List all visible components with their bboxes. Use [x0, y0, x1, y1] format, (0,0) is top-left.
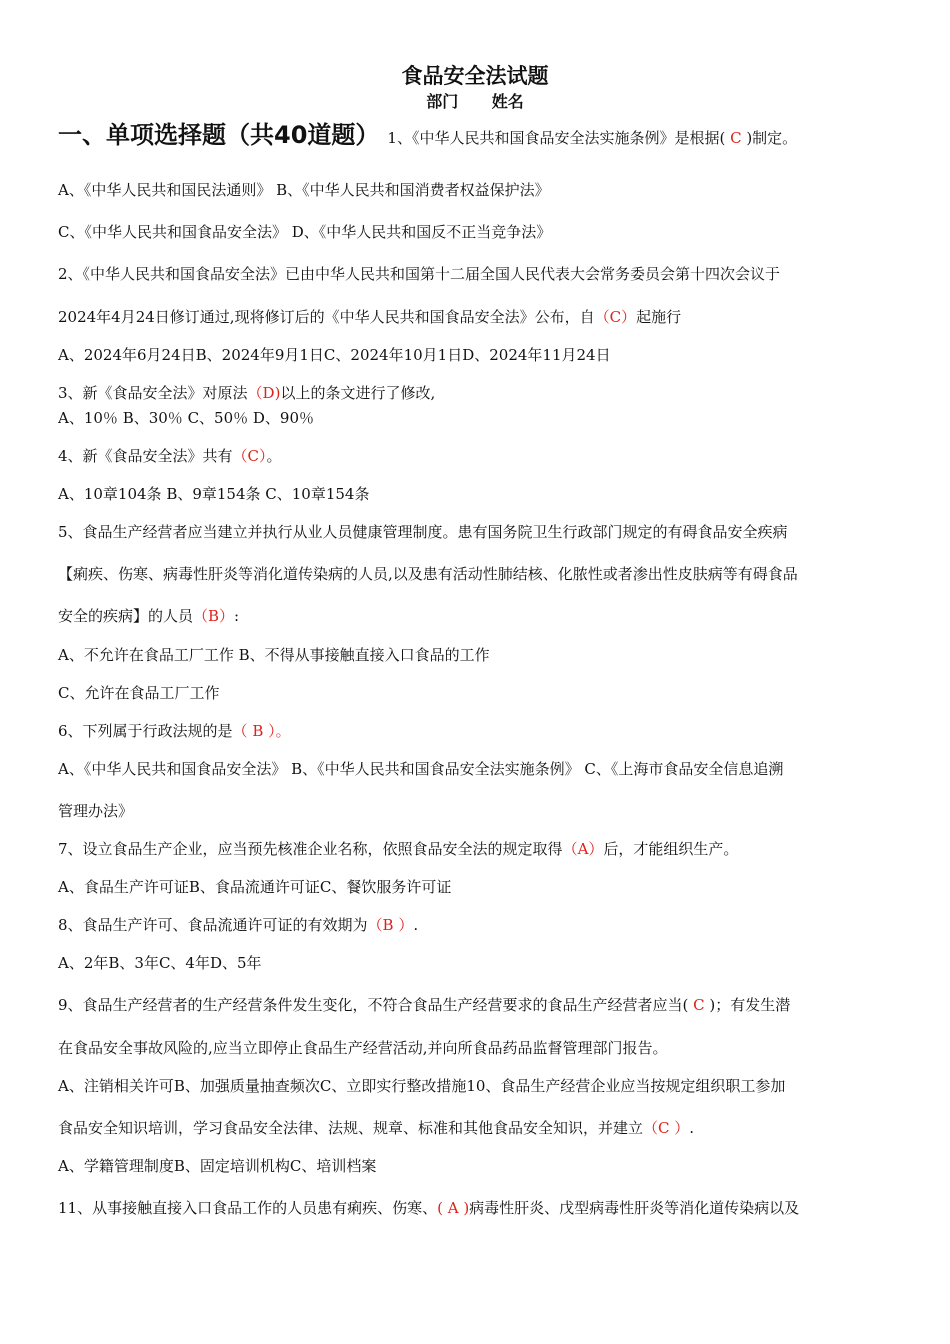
line-text: C、《中华人民共和国食品安全法》 D、《中华人民共和国反不正当竞争法》 — [58, 223, 552, 241]
line-text: 8、食品生产许可、食品流通许可证的有效期为 — [58, 916, 368, 934]
option-line — [58, 408, 314, 428]
line-text: 安全的疾病】的人员 — [58, 607, 194, 625]
question-line — [58, 995, 790, 1015]
question-line — [58, 721, 291, 741]
question-line — [58, 564, 798, 584]
line-text: A、注销相关许可B、加强质量抽查频次C、立即实行整改措施10、食品生产经营企业应当按规定组织职工参加 — [58, 1077, 786, 1095]
line-text: 11、从事接触直接入口食品工作的人员患有痢疾、伤寒、 — [58, 1199, 438, 1217]
question-line — [58, 839, 738, 859]
option-line — [58, 1076, 785, 1096]
line-text: A、学籍管理制度B、固定培训机构C、培训档案 — [58, 1157, 377, 1175]
option-line — [58, 953, 262, 973]
line-text: 2、《中华人民共和国食品安全法》已由中华人民共和国第十二届全国人民代表大会常务委员会第十四次会议于 — [58, 265, 781, 283]
document-subtitle — [0, 89, 950, 112]
answer-mark: （ B ）。 — [232, 722, 291, 740]
line-text: 2024年4月24日修订通过,现将修订后的《中华人民共和国食品安全法》公布，自 — [58, 308, 595, 326]
question-line — [58, 1118, 694, 1138]
department-label: 部门 — [426, 92, 459, 111]
line-text: A、食品生产许可证B、食品流通许可证C、餐饮服务许可证 — [58, 878, 452, 896]
line-text: 4、新《食品安全法》共有 — [58, 447, 233, 465]
option-line — [58, 645, 490, 665]
line-text: 食品安全知识培训，学习食品安全法律、法规、规章、标准和其他食品安全知识，并建立 — [58, 1119, 644, 1137]
option-line — [58, 222, 551, 242]
document-title: 食品安全法试题 — [401, 64, 549, 88]
option-line — [58, 1156, 376, 1176]
line-text: 【痢疾、伤寒、病毒性肝炎等消化道传染病的人员,以及患有活动性肺结核、化脓性或者渗出性皮肤病等有碍食品 — [58, 565, 798, 583]
option-line — [58, 683, 219, 703]
question-line — [58, 1198, 799, 1218]
section-heading: 一、单项选择题（共40道题） — [58, 121, 380, 149]
option-line — [58, 877, 451, 897]
answer-mark: C — [688, 996, 710, 1014]
question-line — [58, 264, 780, 284]
answer-mark: C — [725, 129, 747, 147]
line-text: 1、《中华人民共和国食品安全法实施条例》是根据( — [387, 129, 726, 147]
line-text: 管理办法》 — [58, 802, 134, 820]
line-text-after: 病毒性肝炎、戊型病毒性肝炎等消化道传染病以及 — [469, 1199, 800, 1217]
line-text-after: 。 — [266, 447, 282, 465]
answer-mark: ( A ) — [437, 1199, 470, 1217]
line-text-after: . — [413, 916, 419, 934]
question-line — [58, 915, 418, 935]
line-text-after: )制定。 — [746, 129, 798, 147]
question-line — [58, 307, 681, 327]
option-line — [58, 180, 550, 200]
line-text: 3、新《食品安全法》对原法 — [58, 384, 248, 402]
answer-mark: （B） — [193, 607, 235, 625]
question-line — [58, 1038, 668, 1058]
line-text-after: . — [689, 1119, 695, 1137]
line-text: A、2年B、3年C、4年D、5年 — [58, 954, 262, 972]
question-line — [58, 446, 282, 466]
question-line — [58, 121, 798, 149]
line-text: 9、食品生产经营者的生产经营条件发生变化，不符合食品生产经营要求的食品生产经营者应当( — [58, 996, 689, 1014]
answer-mark: （C） — [594, 308, 637, 326]
question-line — [58, 522, 788, 542]
line-text-after: 起施行 — [636, 308, 682, 326]
line-text-after: )；有发生潜 — [709, 996, 791, 1014]
line-text: 7、设立食品生产企业，应当预先核准企业名称，依照食品安全法的规定取得 — [58, 840, 563, 858]
line-text: A、不允许在食品工厂工作 B、不得从事接触直接入口食品的工作 — [58, 646, 490, 664]
answer-mark: （D) — [247, 384, 281, 402]
question-line — [58, 383, 435, 403]
name-label: 姓名 — [491, 92, 524, 111]
line-text-after: 以上的条文进行了修改, — [280, 384, 436, 402]
option-line — [58, 759, 783, 779]
line-text: 5、食品生产经营者应当建立并执行从业人员健康管理制度。患有国务院卫生行政部门规定的有碍食品安全疾病 — [58, 523, 788, 541]
line-text: A、10章104条 B、9章154条 C、10章154条 — [58, 485, 370, 503]
answer-mark: （C ） — [643, 1119, 690, 1137]
answer-mark: （A） — [562, 840, 604, 858]
option-line — [58, 801, 133, 821]
line-text: 在食品安全事故风险的,应当立即停止食品生产经营活动,并向所食品药品监督管理部门报告。 — [58, 1039, 668, 1057]
answer-mark: （C） — [232, 447, 267, 465]
option-line — [58, 484, 369, 504]
line-text: A、《中华人民共和国食品安全法》 B、《中华人民共和国食品安全法实施条例》 C、《上海市食品安全信息追溯 — [58, 760, 784, 778]
line-text-after: 后，才能组织生产。 — [603, 840, 739, 858]
line-text-after: : — [234, 607, 240, 625]
line-text: C、允许在食品工厂工作 — [58, 684, 220, 702]
question-line — [58, 606, 239, 626]
line-text: A、10％ B、30％ C、50％ D、90％ — [58, 409, 315, 427]
line-text: 6、下列属于行政法规的是 — [58, 722, 233, 740]
line-text: A、《中华人民共和国民法通则》 B、《中华人民共和国消费者权益保护法》 — [58, 181, 550, 199]
answer-mark: （B ） — [367, 916, 414, 934]
option-line — [58, 345, 611, 365]
line-text: A、2024年6月24日B、2024年9月1日C、2024年10月1日D、2024年11月24日 — [58, 346, 611, 364]
